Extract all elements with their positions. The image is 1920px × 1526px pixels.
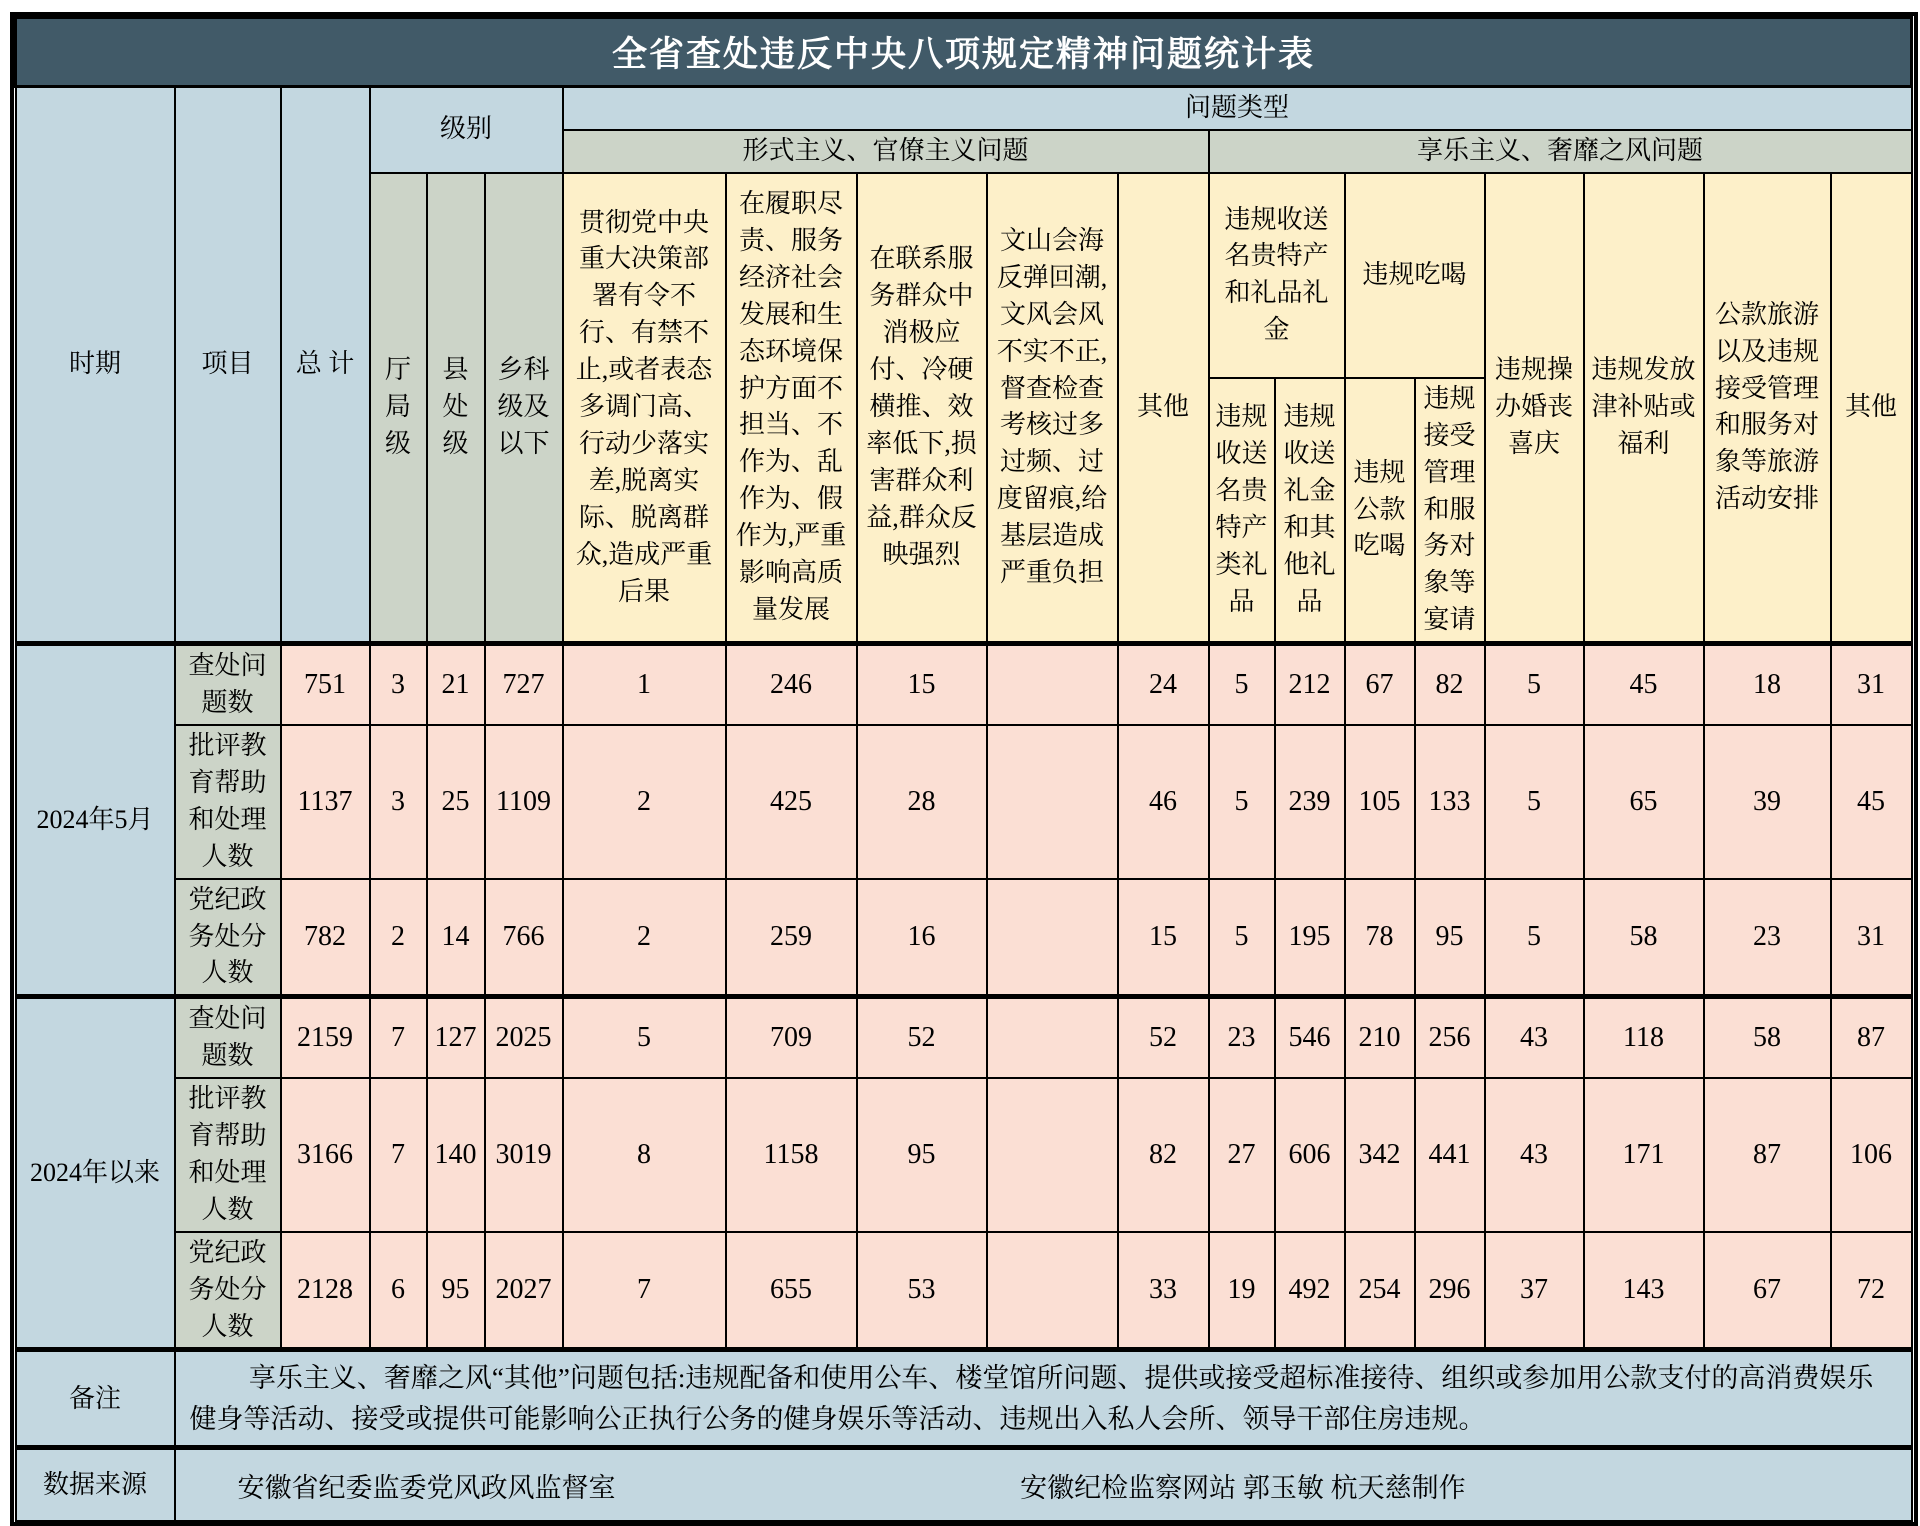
data-cell: 195 <box>1275 879 1345 997</box>
source-label: 数据来源 <box>16 1448 175 1521</box>
data-cell: 37 <box>1485 1232 1584 1350</box>
table-row <box>16 725 1912 879</box>
header-formalism-group: 形式主义、官僚主义问题 <box>563 130 1209 173</box>
header-hedonism-group: 享乐主义、奢靡之风问题 <box>1209 130 1912 173</box>
header-hedonism-col-subsidy: 违规发放津补贴或福利 <box>1584 173 1704 644</box>
data-cell: 31 <box>1831 644 1912 725</box>
header-dining-sub-1: 违规公款吃喝 <box>1345 378 1415 644</box>
data-cell: 39 <box>1704 725 1831 879</box>
data-cell: 425 <box>726 725 857 879</box>
data-cell <box>987 879 1118 997</box>
data-cell: 72 <box>1831 1232 1912 1350</box>
data-cell: 18 <box>1704 644 1831 725</box>
data-cell: 45 <box>1831 725 1912 879</box>
data-cell: 65 <box>1584 725 1704 879</box>
data-cell: 7 <box>370 997 427 1078</box>
data-cell: 52 <box>857 997 987 1078</box>
page-title: 全省查处违反中央八项规定精神问题统计表 <box>16 18 1912 87</box>
data-cell: 95 <box>427 1232 485 1350</box>
data-cell: 212 <box>1275 644 1345 725</box>
data-cell: 106 <box>1831 1078 1912 1232</box>
data-cell: 709 <box>726 997 857 1078</box>
header-item: 项目 <box>175 87 281 644</box>
data-cell: 5 <box>1485 644 1584 725</box>
data-cell: 58 <box>1584 879 1704 997</box>
item-label: 党纪政务处分人数 <box>175 879 281 997</box>
header-hedonism-col-wedding: 违规操办婚丧喜庆 <box>1485 173 1584 644</box>
header-hedonism-col-travel: 公款旅游以及违规接受管理和服务对象等旅游活动安排 <box>1704 173 1831 644</box>
data-cell <box>987 725 1118 879</box>
period-label: 2024年5月 <box>16 644 175 997</box>
data-cell: 655 <box>726 1232 857 1350</box>
header-level-group: 级别 <box>370 87 563 173</box>
header-formalism-col-2: 在履职尽责、服务经济社会发展和生态环境保护方面不担当、不作为、乱作为、假作为,严重影响高质量发展 <box>726 173 857 644</box>
header-formalism-col-other: 其他 <box>1118 173 1209 644</box>
item-label: 查处问题数 <box>175 997 281 1078</box>
data-cell: 118 <box>1584 997 1704 1078</box>
data-cell: 15 <box>857 644 987 725</box>
data-cell: 3019 <box>485 1078 563 1232</box>
header-level-xiang: 乡科级及以下 <box>485 173 563 644</box>
data-cell: 5 <box>1485 879 1584 997</box>
data-cell: 43 <box>1485 997 1584 1078</box>
data-cell: 28 <box>857 725 987 879</box>
data-cell: 5 <box>563 997 726 1078</box>
header-hedonism-col-other: 其他 <box>1831 173 1912 644</box>
data-cell <box>987 644 1118 725</box>
header-period: 时期 <box>16 87 175 644</box>
data-cell: 46 <box>1118 725 1209 879</box>
data-cell: 31 <box>1831 879 1912 997</box>
data-cell: 87 <box>1704 1078 1831 1232</box>
data-cell: 751 <box>281 644 370 725</box>
header-dining-sub-2: 违规接受管理和服务对象等宴请 <box>1415 378 1485 644</box>
data-cell: 2025 <box>485 997 563 1078</box>
data-cell: 67 <box>1345 644 1415 725</box>
data-cell: 21 <box>427 644 485 725</box>
data-cell: 2159 <box>281 997 370 1078</box>
header-gift-sub-1: 违规收送名贵特产类礼品 <box>1209 378 1275 644</box>
data-cell: 27 <box>1209 1078 1275 1232</box>
header-formalism-col-1: 贯彻党中央重大决策部署有令不行、有禁不止,或者表态多调门高、行动少落实差,脱离实际、脱离群众,造成严重后果 <box>563 173 726 644</box>
data-cell <box>987 1232 1118 1350</box>
data-cell: 140 <box>427 1078 485 1232</box>
header-level-xian: 县处级 <box>427 173 485 644</box>
data-cell: 492 <box>1275 1232 1345 1350</box>
remark-text: 享乐主义、奢靡之风“其他”问题包括:违规配备和使用公车、楼堂馆所问题、提供或接受超标准接待、组织或参加用公款支付的高消费娱乐健身等活动、接受或提供可能影响公正执行公务的健身娱乐等活动、违规出入私人会所、领导干部住房违规。 <box>189 1363 1874 1434</box>
data-cell: 6 <box>370 1232 427 1350</box>
data-cell: 25 <box>427 725 485 879</box>
table-row <box>16 879 1912 997</box>
data-cell: 782 <box>281 879 370 997</box>
data-cell: 296 <box>1415 1232 1485 1350</box>
header-gift-group: 违规收送名贵特产和礼品礼金 <box>1209 173 1345 378</box>
header-problem-type-group: 问题类型 <box>563 87 1912 130</box>
data-cell: 727 <box>485 644 563 725</box>
data-cell: 2 <box>370 879 427 997</box>
data-cell: 87 <box>1831 997 1912 1078</box>
data-cell: 2128 <box>281 1232 370 1350</box>
statistics-table <box>10 12 1918 1526</box>
data-cell: 342 <box>1345 1078 1415 1232</box>
data-cell: 1158 <box>726 1078 857 1232</box>
data-cell: 239 <box>1275 725 1345 879</box>
data-cell: 82 <box>1118 1078 1209 1232</box>
data-cell: 5 <box>1209 644 1275 725</box>
data-cell: 5 <box>1209 725 1275 879</box>
data-cell: 67 <box>1704 1232 1831 1350</box>
data-cell: 78 <box>1345 879 1415 997</box>
source-content <box>175 1448 1912 1521</box>
header-formalism-col-3: 在联系服务群众中消极应付、冷硬横推、效率低下,损害群众利益,群众反映强烈 <box>857 173 987 644</box>
data-cell: 143 <box>1584 1232 1704 1350</box>
data-cell: 45 <box>1584 644 1704 725</box>
source-credits: 安徽纪检监察网站 郭玉敏 杭天慈制作 <box>1020 1472 1466 1503</box>
data-cell: 1 <box>563 644 726 725</box>
table-row <box>16 1078 1912 1232</box>
remark-label: 备注 <box>16 1350 175 1448</box>
data-cell: 5 <box>1485 725 1584 879</box>
data-cell: 14 <box>427 879 485 997</box>
data-cell: 254 <box>1345 1232 1415 1350</box>
data-cell: 546 <box>1275 997 1345 1078</box>
table-row <box>16 997 1912 1078</box>
data-cell: 3166 <box>281 1078 370 1232</box>
data-cell: 1137 <box>281 725 370 879</box>
data-cell: 259 <box>726 879 857 997</box>
header-level-ting: 厅局级 <box>370 173 427 644</box>
data-cell: 82 <box>1415 644 1485 725</box>
data-cell: 606 <box>1275 1078 1345 1232</box>
data-cell: 16 <box>857 879 987 997</box>
item-label: 查处问题数 <box>175 644 281 725</box>
remark-content <box>175 1350 1912 1448</box>
data-cell: 33 <box>1118 1232 1209 1350</box>
data-cell: 7 <box>370 1078 427 1232</box>
data-cell: 5 <box>1209 879 1275 997</box>
header-gift-sub-2: 违规收送礼金和其他礼品 <box>1275 378 1345 644</box>
data-cell: 19 <box>1209 1232 1275 1350</box>
data-cell: 171 <box>1584 1078 1704 1232</box>
period-label: 2024年以来 <box>16 997 175 1350</box>
data-cell: 58 <box>1704 997 1831 1078</box>
data-cell: 3 <box>370 725 427 879</box>
data-cell: 95 <box>857 1078 987 1232</box>
data-cell: 53 <box>857 1232 987 1350</box>
data-cell: 256 <box>1415 997 1485 1078</box>
data-cell: 127 <box>427 997 485 1078</box>
table-row <box>16 644 1912 725</box>
data-cell <box>987 997 1118 1078</box>
data-cell: 2 <box>563 879 726 997</box>
data-cell: 15 <box>1118 879 1209 997</box>
data-cell: 23 <box>1704 879 1831 997</box>
data-cell: 246 <box>726 644 857 725</box>
data-cell: 210 <box>1345 997 1415 1078</box>
header-formalism-col-4: 文山会海反弹回潮,文风会风不实不正,督查检查考核过多过频、过度留痕,给基层造成严重负担 <box>987 173 1118 644</box>
data-cell: 105 <box>1345 725 1415 879</box>
table-row <box>16 1232 1912 1350</box>
header-dining-group: 违规吃喝 <box>1345 173 1485 378</box>
data-cell: 95 <box>1415 879 1485 997</box>
data-cell: 23 <box>1209 997 1275 1078</box>
item-label: 党纪政务处分人数 <box>175 1232 281 1350</box>
data-cell: 8 <box>563 1078 726 1232</box>
source-row <box>16 1448 1912 1521</box>
item-label: 批评教育帮助和处理人数 <box>175 1078 281 1232</box>
data-cell: 3 <box>370 644 427 725</box>
data-cell: 133 <box>1415 725 1485 879</box>
remark-row <box>16 1350 1912 1448</box>
source-organization: 安徽省纪委监委党风政风监督室 <box>237 1472 616 1503</box>
data-cell: 766 <box>485 879 563 997</box>
data-cell: 2 <box>563 725 726 879</box>
data-cell: 2027 <box>485 1232 563 1350</box>
data-cell: 1109 <box>485 725 563 879</box>
header-total: 总 计 <box>281 87 370 644</box>
data-cell: 52 <box>1118 997 1209 1078</box>
data-cell: 441 <box>1415 1078 1485 1232</box>
data-cell: 24 <box>1118 644 1209 725</box>
data-cell: 43 <box>1485 1078 1584 1232</box>
data-cell <box>987 1078 1118 1232</box>
item-label: 批评教育帮助和处理人数 <box>175 725 281 879</box>
data-cell: 7 <box>563 1232 726 1350</box>
